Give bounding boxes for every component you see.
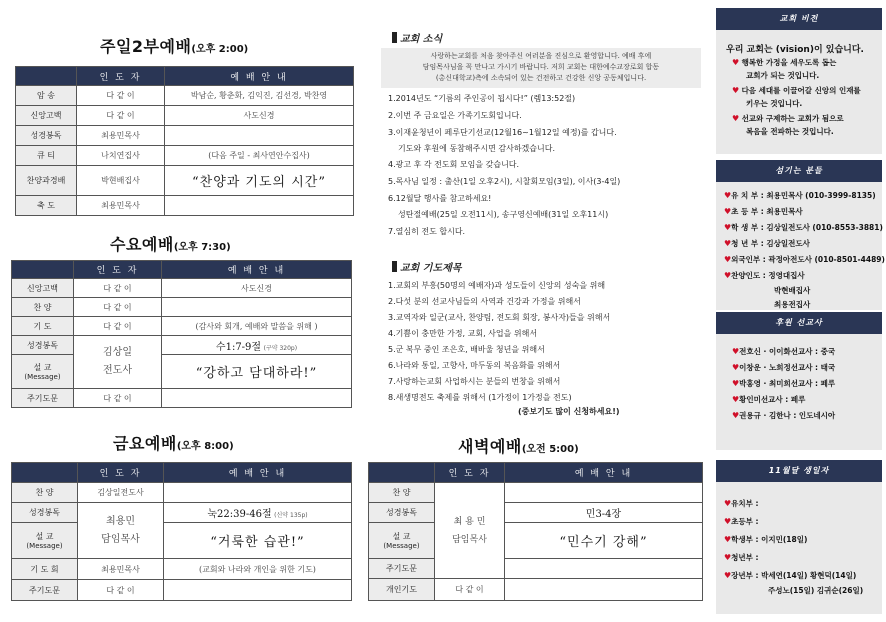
- row-label: [369, 523, 435, 559]
- verse: 눅22:39-46절: [207, 509, 272, 520]
- label-sub: (Message): [24, 373, 61, 381]
- missionaries-body: [716, 334, 882, 450]
- row-leader: 다 같 이: [74, 279, 162, 298]
- row-info: [165, 196, 354, 216]
- row-info: 사도신경: [165, 106, 354, 126]
- vision-panel: [716, 8, 882, 154]
- list-item: [732, 394, 805, 405]
- heart-icon: ♥: [732, 363, 740, 372]
- list-item: [724, 498, 759, 509]
- row-label: 축 도: [16, 196, 77, 216]
- row-label: [12, 523, 78, 559]
- list-item: [724, 516, 759, 527]
- verse: 수1:7-9절: [215, 341, 262, 353]
- missionaries-heading: 후원 선교사: [716, 312, 882, 334]
- vision-body: [716, 30, 882, 154]
- heart-icon: ♥: [724, 571, 732, 580]
- row-leader: 최용민목사: [77, 196, 165, 216]
- row-label: 신앙고백: [12, 279, 74, 298]
- row-info: 사도신경: [162, 279, 352, 298]
- heart-icon: ♥: [732, 379, 740, 388]
- row-info: “민수기 강해”: [505, 523, 703, 559]
- row-info: “찬양과 기도의 시간”: [165, 166, 354, 196]
- list-item: [724, 190, 876, 201]
- header-empty: [12, 463, 78, 483]
- list-item: 2.이번 주 금요일은 가족기도회입니다.: [388, 111, 522, 120]
- prayer-heading-text: 교회 기도제목: [400, 263, 462, 274]
- row-label: 신앙고백: [16, 106, 77, 126]
- heart-icon: ♥: [724, 191, 732, 200]
- verse-page: (신약 135p): [274, 512, 308, 519]
- wednesday-title-text: 수요예배: [110, 235, 174, 254]
- verse-page: (구약 320p): [263, 344, 298, 352]
- row-label: 주기도문: [12, 580, 78, 601]
- heart-icon: ♥: [724, 255, 732, 264]
- heart-icon: ♥: [724, 517, 732, 526]
- vision-item: [732, 57, 836, 68]
- row-label: 성경봉독: [16, 126, 77, 146]
- list-item: 6.나라와 통일, 고향사, 마두동의 복음화를 위해서: [388, 361, 561, 370]
- row-info: [164, 580, 352, 601]
- missionaries-panel: [716, 312, 882, 450]
- birthday-text: 유치부 :: [731, 499, 759, 508]
- header-empty: [16, 67, 77, 86]
- list-item: 1.교회의 부흥(50명의 예배자)과 성도들이 신앙의 성숙을 위해: [388, 281, 606, 290]
- row-label: 주기도문: [369, 559, 435, 579]
- staff-text: 외국인부 : 곽정아전도사 (010-8501-4489): [731, 255, 885, 264]
- list-item: 기도와 후원에 동참해주시면 감사하겠습니다.: [398, 144, 556, 153]
- header-leader: 인 도 자: [77, 67, 165, 86]
- dawn-title-text: 새벽예배: [458, 437, 522, 456]
- staff-text: 청 년 부 : 김상일전도사: [731, 239, 810, 248]
- row-label: 기 도: [12, 317, 74, 336]
- row-info: [165, 126, 354, 146]
- list-item: 3.이재윤청년이 페루단기선교(12월16~1월12일 예정)를 갑니다.: [388, 128, 617, 137]
- label-main: 설 교: [33, 363, 52, 372]
- row-info: 박남순, 황춘화, 김익진, 김선경, 박찬영: [165, 86, 354, 106]
- list-item: [724, 534, 807, 545]
- row-label: 찬양과경배: [16, 166, 77, 196]
- staff-text: 학 생 부 : 김상일전도사 (010-8553-3881): [731, 223, 883, 232]
- preacher-title: 담임목사: [452, 534, 487, 545]
- prayer-heading: [392, 259, 461, 274]
- staff-text: 찬양인도 : 정영대집사: [731, 271, 805, 280]
- sunday-table: [15, 66, 354, 216]
- label-main: 설 교: [35, 532, 54, 541]
- sunday-title-text: 주일2부예배: [100, 37, 192, 56]
- vision-text: 키우는 것입니다.: [746, 99, 803, 108]
- friday-time: (오후 8:00): [176, 441, 234, 452]
- row-label: 주기도문: [12, 389, 74, 408]
- preacher-title: 담임목사: [101, 533, 140, 545]
- staff-extra: 박현배집사: [774, 286, 811, 295]
- row-label: [12, 355, 74, 389]
- row-info: 민3-4장: [505, 503, 703, 523]
- heart-icon: ♥: [732, 114, 740, 123]
- preacher-name: 최용민: [106, 515, 135, 527]
- wednesday-table: [11, 260, 352, 408]
- prayer-list: [388, 280, 708, 420]
- dawn-title: [458, 434, 579, 457]
- row-leader: 최용민목사: [78, 559, 164, 580]
- row-info: [505, 579, 703, 601]
- row-info: [164, 503, 352, 523]
- dawn-time: (오전 5:00): [521, 444, 579, 455]
- row-info: [505, 559, 703, 579]
- friday-table: [11, 462, 352, 601]
- missionary-text: 전호신 · 이이화선교사 : 중국: [739, 347, 836, 356]
- list-item: [724, 206, 803, 217]
- header-info: 예 배 안 내: [164, 463, 352, 483]
- missionary-text: 황인미선교사 : 페루: [739, 395, 806, 404]
- row-label: 개인기도: [369, 579, 435, 601]
- row-label: 성경봉독: [369, 503, 435, 523]
- staff-heading: 섬기는 분들: [716, 160, 882, 182]
- row-info: [162, 389, 352, 408]
- header-info: 예 배 안 내: [505, 463, 703, 483]
- vision-intro: 우리 교회는 (vision)이 있습니다.: [726, 45, 864, 55]
- list-item: 7.사랑하는교회 사업하시는 분들의 번창을 위해서: [388, 377, 561, 386]
- birthdays-panel: [716, 460, 882, 614]
- vision-text: 행복한 가정을 세우도록 돕는: [741, 58, 837, 67]
- prayer-closing: (중보기도 많이 신청하세요!): [518, 407, 620, 416]
- row-leader: 다 같 이: [78, 580, 164, 601]
- row-leader: 다 같 이: [77, 86, 165, 106]
- list-item: 3.교역자와 일군(교사, 찬양팀, 전도회 회장, 봉사자)들을 위해서: [388, 313, 611, 322]
- staff-text: 초 등 부 : 최용민목사: [731, 207, 803, 216]
- list-item: 8.새생명전도 축제를 위해서 (1가정이 1가정을 전도): [388, 393, 572, 402]
- header-leader: 인 도 자: [435, 463, 505, 483]
- heading-bar-icon: [392, 261, 397, 272]
- list-item: 4.광고 후 각 전도회 모임을 갖습니다.: [388, 160, 520, 169]
- list-item: [732, 410, 835, 421]
- preacher-title: 전도사: [103, 365, 132, 376]
- row-leader: 다 같 이: [435, 579, 505, 601]
- vision-text: 선교와 구제하는 교회가 됨으로: [741, 114, 844, 123]
- friday-title-text: 금요예배: [113, 434, 177, 453]
- heart-icon: ♥: [732, 395, 740, 404]
- dawn-table: [368, 462, 703, 601]
- row-info: (감사와 회개, 예배와 말씀을 위해 ): [162, 317, 352, 336]
- list-item: [724, 254, 885, 265]
- list-item: 7.열심히 전도 합시다.: [388, 227, 466, 236]
- row-label: 암 송: [16, 86, 77, 106]
- row-info: (다음 주일 - 최사연안수집사): [165, 146, 354, 166]
- row-info: “강하고 담대하라!”: [162, 355, 352, 389]
- news-intro: [381, 48, 701, 88]
- friday-title: [113, 431, 234, 454]
- vision-text: 교회가 되는 것입니다.: [746, 71, 820, 80]
- birthday-text: 장년부 : 박세연(14일) 황현덕(14일): [731, 571, 857, 580]
- birthday-text: 초등부 :: [731, 517, 759, 526]
- row-leader: 최용민목사: [77, 126, 165, 146]
- row-info: [162, 336, 352, 355]
- row-leader: 나치연집사: [77, 146, 165, 166]
- vision-item: [732, 113, 844, 124]
- row-label: 기 도 회: [12, 559, 78, 580]
- header-empty: [369, 463, 435, 483]
- row-leader: 다 같 이: [74, 298, 162, 317]
- heart-icon: ♥: [724, 271, 732, 280]
- intro-line: 담임목사님을 꼭 만나고 가시기 바랍니다. 저희 교회는 대한예수교장로회 합동: [422, 63, 660, 71]
- news-list: [388, 93, 708, 243]
- heart-icon: ♥: [724, 223, 732, 232]
- label-main: 설 교: [392, 532, 411, 541]
- birthdays-body: [716, 482, 882, 614]
- missionary-text: 이창운 · 노희정선교사 : 태국: [739, 363, 836, 372]
- heart-icon: ♥: [724, 535, 732, 544]
- friday-preacher: [78, 503, 164, 559]
- row-leader: 다 같 이: [74, 389, 162, 408]
- preacher-name: 최 용 민: [453, 516, 486, 527]
- wednesday-title: [110, 232, 231, 255]
- staff-body: [716, 182, 885, 310]
- staff-panel: [716, 160, 885, 310]
- birthday-text: 학생부 : 이지민(18일): [731, 535, 808, 544]
- list-item: 4.기쁨이 충만한 가정, 교회, 사업을 위해서: [388, 329, 538, 338]
- wednesday-preacher: [74, 336, 162, 389]
- list-item: [724, 270, 805, 281]
- row-label: 찬 양: [369, 483, 435, 503]
- row-label: 찬 양: [12, 483, 78, 503]
- preacher-name: 김상일: [103, 347, 132, 358]
- row-leader: 다 같 이: [74, 317, 162, 336]
- list-item: [724, 570, 856, 581]
- row-leader: 다 같 이: [77, 106, 165, 126]
- birthday-text: 청년부 :: [731, 553, 759, 562]
- heart-icon: ♥: [732, 58, 740, 67]
- missionary-text: 박홍영 · 최미희선교사 : 페루: [739, 379, 836, 388]
- list-item: 2.다섯 분의 선교사님들의 사역과 건강과 가정을 위해서: [388, 297, 581, 306]
- list-item: 6.12월달 행사를 참고하세요!: [388, 194, 492, 203]
- birthday-extra: 주성노(15일) 김귀순(26일): [768, 586, 864, 595]
- dawn-preacher: [435, 483, 505, 579]
- sunday-title: [100, 34, 248, 57]
- intro-line: 사랑하는교회를 처음 찾아주신 여러분을 진심으로 환영합니다. 예배 후에: [430, 52, 652, 60]
- heart-icon: ♥: [732, 411, 740, 420]
- header-empty: [12, 261, 74, 279]
- row-leader: 김상일전도사: [78, 483, 164, 503]
- label-sub: (Message): [26, 542, 63, 550]
- row-info: [505, 483, 703, 503]
- birthdays-heading: 11월달 생일자: [716, 460, 882, 482]
- row-label: 성경봉독: [12, 336, 74, 355]
- heart-icon: ♥: [732, 86, 740, 95]
- vision-heading: 교회 비전: [716, 8, 882, 30]
- missionary-text: 권용규 · 김한나 : 인도네시아: [739, 411, 836, 420]
- vision-text: 복음을 전파하는 것입니다.: [746, 127, 834, 136]
- label-sub: (Message): [383, 542, 420, 550]
- intro-line: (총신대학교)측에 소속되어 있는 건전하고 건강한 신앙 공동체입니다.: [435, 74, 647, 82]
- row-info: [164, 483, 352, 503]
- vision-text: 다음 세대를 이끌어갈 신앙의 인재를: [741, 86, 861, 95]
- header-info: 예 배 안 내: [165, 67, 354, 86]
- sunday-time: (오후 2:00): [191, 44, 249, 55]
- row-info: (교회와 나라와 개인을 위한 기도): [164, 559, 352, 580]
- list-item: 5.군 복무 중인 조은호, 배바울 청년을 위해서: [388, 345, 545, 354]
- list-item: [732, 346, 835, 357]
- wednesday-time: (오후 7:30): [173, 242, 231, 253]
- vision-item: [732, 85, 861, 96]
- list-item: [724, 238, 810, 249]
- list-item: 1.2014년도 “기름의 주인공이 됩시다!” (렘13:52절): [388, 94, 576, 103]
- heading-bar-icon: [392, 32, 397, 43]
- row-leader: 박현배집사: [77, 166, 165, 196]
- staff-text: 유 치 부 : 최용민목사 (010-3999-8135): [731, 191, 876, 200]
- news-heading: [392, 30, 442, 45]
- row-label: 성경봉독: [12, 503, 78, 523]
- heart-icon: ♥: [732, 347, 740, 356]
- heart-icon: ♥: [724, 239, 732, 248]
- header-leader: 인 도 자: [74, 261, 162, 279]
- row-info: “거룩한 습관!”: [164, 523, 352, 559]
- heart-icon: ♥: [724, 499, 732, 508]
- list-item: 성탄절예배(25일 오전11시), 송구영신예배(31일 오후11시): [398, 210, 609, 219]
- heart-icon: ♥: [724, 207, 732, 216]
- list-item: [724, 552, 759, 563]
- list-item: [724, 222, 883, 233]
- header-info: 예 배 안 내: [162, 261, 352, 279]
- list-item: 5.목사님 일정 : 출산(1일 오후2시), 시찰회모임(3일), 이사(3-4일): [388, 177, 621, 186]
- list-item: [732, 378, 835, 389]
- staff-extra: 최용전집사: [774, 300, 811, 309]
- row-label: 찬 양: [12, 298, 74, 317]
- row-label: 큐 티: [16, 146, 77, 166]
- row-info: [162, 298, 352, 317]
- list-item: [732, 362, 835, 373]
- heart-icon: ♥: [724, 553, 732, 562]
- header-leader: 인 도 자: [78, 463, 164, 483]
- news-heading-text: 교회 소식: [400, 34, 443, 45]
